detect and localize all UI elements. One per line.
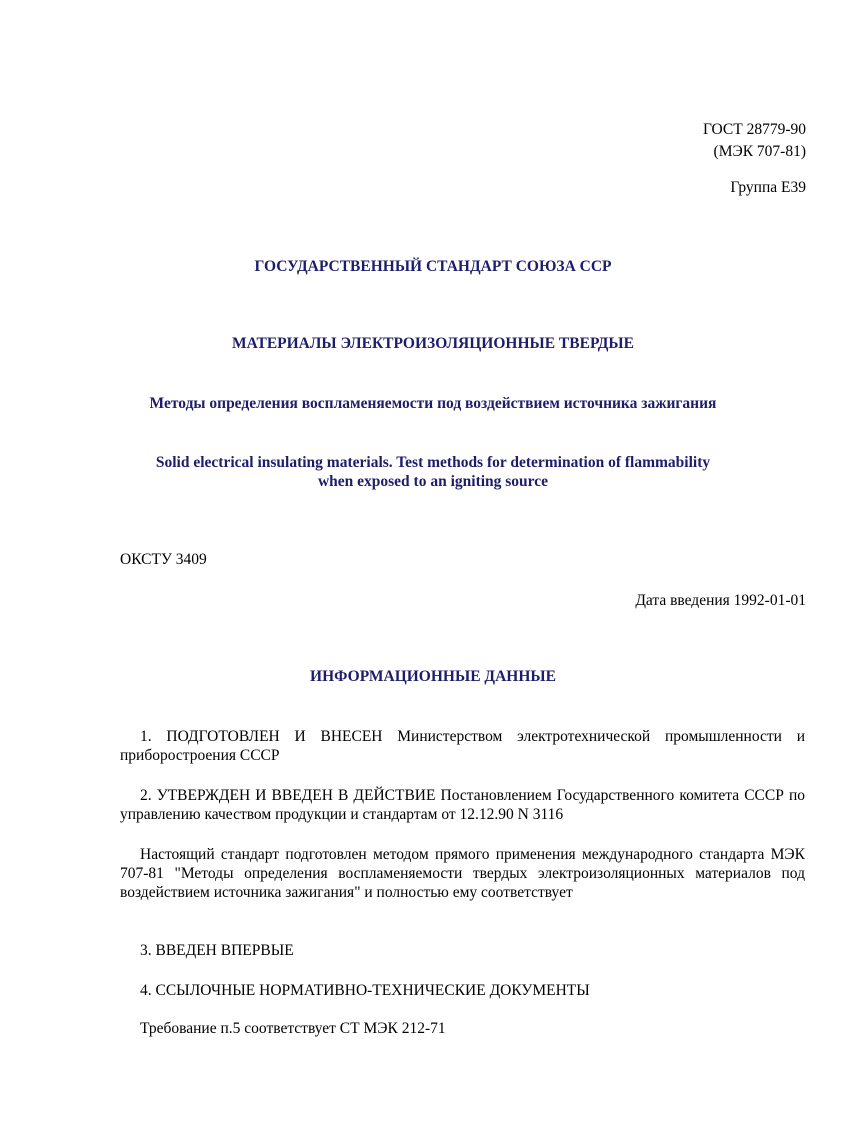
info-item-3: 3. ВВЕДЕН ВПЕРВЫЕ [140, 942, 294, 959]
info-item-1-text: 1. ПОДГОТОВЛЕН И ВНЕСЕН Министерством электротехнической промышленности и приборостроения СССР [120, 728, 805, 764]
requirement-note: Требование п.5 соответствует СТ МЭК 212-71 [140, 1020, 446, 1037]
info-item-2 [120, 786, 805, 824]
group-code: Группа Е39 [730, 179, 806, 196]
okstu-code: ОКСТУ 3409 [120, 551, 207, 568]
info-heading: ИНФОРМАЦИОННЫЕ ДАННЫЕ [310, 668, 556, 685]
info-item-4: 4. ССЫЛОЧНЫЕ НОРМАТИВНО-ТЕХНИЧЕСКИЕ ДОКУМЕНТЫ [140, 982, 590, 999]
standard-code: ГОСТ 28779-90 [702, 121, 806, 138]
iec-reference: (МЭК 707-81) [713, 143, 806, 160]
info-note [120, 845, 805, 902]
info-item-1 [120, 727, 805, 765]
standard-title: ГОСУДАРСТВЕННЫЙ СТАНДАРТ СОЮЗА ССР [254, 258, 612, 275]
info-note-text: Настоящий стандарт подготовлен методом прямого применения международного стандарта МЭК 707-81 "Методы определения воспламеняемости твердых электроизоляционных материалов под воздействием источника зажигания" и полностью ему соответствует [120, 846, 805, 901]
methods-title-en-line2: when exposed to an igniting source [317, 473, 549, 490]
introduction-date: Дата введения 1992-01-01 [635, 592, 806, 609]
materials-title: МАТЕРИАЛЫ ЭЛЕКТРОИЗОЛЯЦИОННЫЕ ТВЕРДЫЕ [232, 335, 634, 352]
methods-title-en-line1: Solid electrical insulating materials. Test methods for determination of flammability [155, 454, 711, 471]
info-item-2-text: 2. УТВЕРЖДЕН И ВВЕДЕН В ДЕЙСТВИЕ Постановлением Государственного комитета СССР по управлению качеством продукции и стандартам от 12.12.90 N 3116 [120, 787, 805, 823]
methods-title-ru: Методы определения воспламеняемости под воздействием источника зажигания [149, 395, 717, 412]
